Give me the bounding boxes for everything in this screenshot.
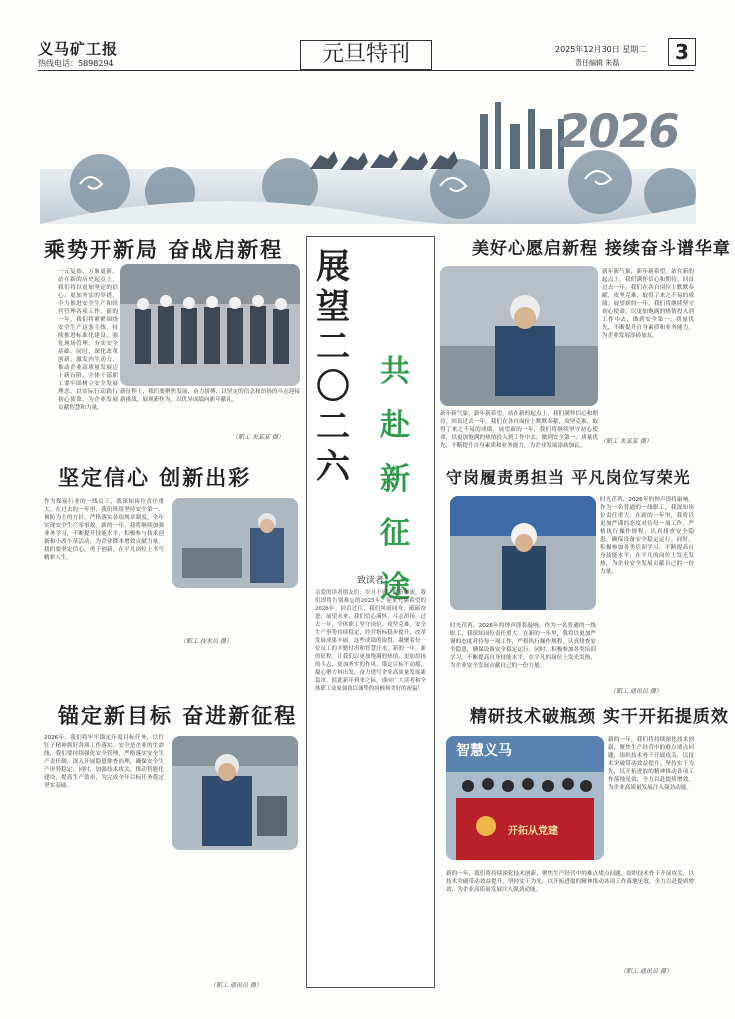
article-text: 新年新气象，新年新希望。站在新的起点上，我们满怀信心和期待。回首过去一年，我们在各自岗位上默默奉献，攻坚克难，取得了来之不易的成绩。展望新的一年，我们将继续坚守初心使命，以更加饱满的热情投入到工作中去，做到安全第一、质量优先，不断提升自身素质和业务能力，为企业发展添砖加瓦。 [602, 269, 694, 339]
section-heading: 乘势开新局 奋战启新程 [44, 237, 284, 262]
article-text: 新的一年，我们将持续深化技术创新，聚焦生产经营中的难点堵点问题，组织技术骨干开展攻关，以技术突破带动效益提升。坚持实干为先，以开拓进取的精神推动各项工作落地见效，全力以赴提质增效，为企业高质量发展注入强劲动能。 [446, 871, 694, 893]
article-text: 时光荏苒，2026年的钟声即将敲响。作为一名普通的一线职工，我深知岗位责任重大。在新的一年里，我将以更加严谨的态度对待每一项工作，严格执行操作规程，认真排查安全隐患，确保设备安全稳定运行。同时，积极参加各类培训学习，不断提高自身技能水平，在平凡的岗位上发光发热，为企业安全发展贡献自己的一份力量。 [450, 623, 596, 669]
article-photo [440, 266, 598, 406]
title-char: 〇 [316, 367, 350, 407]
article-photo [172, 736, 298, 850]
photo-caption: （职工 通讯员 摄） [610, 688, 662, 695]
feature-text: 亲爱的读者朋友们：岁月不居，时节如流。我们即将告别难忘的2025年，迎来充满希望的2026年。回首过往，我们风雨同舟、砥砺奋进；展望未来，我们信心满怀、斗志昂扬。过去一年，全体职工坚守岗位、攻坚克难，安全生产形势持续稳定，经营指标稳步提升，改革发展成果丰硕。这些成绩的取得，凝聚着每一位员工的辛勤付出和智慧汗水。新的一年，新的征程。让我们以更加饱满的热情、更加昂扬的斗志、更加务实的作风，锚定目标不动摇，凝心聚力再出发，奋力谱写企业高质量发展新篇章。值此新年到来之际，谨向广大读者和全体职工及家属致以诚挚的问候和美好的祝福！ [315, 590, 426, 692]
page-number: 3 [668, 38, 696, 66]
article-photo [172, 498, 298, 588]
center-feature [306, 236, 435, 988]
title-char: 六 [316, 447, 350, 487]
responsible-editor: 责任编辑 朱磊 [575, 59, 620, 67]
photo-caption: （职工 朱某某 摄） [232, 434, 284, 441]
hotline: 热线电话：5898294 [38, 59, 114, 68]
section-heading: 锚定新目标 奋进新征程 [58, 703, 298, 728]
article-photo [450, 496, 596, 610]
special-issue-title: 元旦特刊 [300, 40, 432, 70]
article-text: 时光荏苒，2026年的钟声即将敲响。作为一名普通的一线职工，我深知岗位责任重大。在新的一年里，我将以更加严谨的态度对待每一项工作，严格执行操作规程，认真排查安全隐患，确保设备安全稳定运行。同时，积极参加各类培训学习，不断提高自身技能水平，在平凡的岗位上发光发热，为企业安全发展贡献自己的一份力量。 [600, 497, 694, 575]
new-year-banner [40, 74, 696, 224]
subtitle-char: 赴 [380, 408, 410, 443]
article-text: 作为煤炭行业的一线员工，我深知岗位责任重大。在过去的一年里，我们班组坚持安全第一、预防为主的方针，严格落实各项规章制度，全年实现安全生产零事故。新的一年，我将继续加强业务学习，不断提升技能水平，积极参与技术创新和小改小革活动，为企业降本增效贡献力量。我们要坚定信心，勇于创新，在平凡岗位上书写精彩人生。 [44, 499, 164, 561]
photo-sign: 智慧义马 [456, 743, 512, 759]
subtitle-char: 共 [380, 354, 410, 389]
issue-date: 2025年12月30日 星期二 [555, 45, 647, 54]
article-photo [120, 264, 300, 386]
photo-caption: （职工 朱某某 摄） [600, 438, 652, 445]
feature-author: 致读者 [356, 576, 384, 586]
subtitle-char: 途 [380, 570, 410, 605]
article-text: 新的一年，我们将持续深化技术创新，聚焦生产经营中的难点堵点问题，组织技术骨干开展攻关，以技术突破带动效益提升。坚持实干为先，以开拓进取的精神推动各项工作落地见效，全力以赴提质增效，为企业高质量发展注入强劲动能。 [608, 737, 694, 791]
section-heading: 坚定信心 创新出彩 [58, 465, 252, 490]
title-char: 二 [316, 407, 350, 447]
title-char: 展 [316, 247, 350, 287]
subtitle-char: 新 [380, 462, 410, 497]
photo-caption: （职工 通讯员 摄） [210, 982, 262, 989]
article-text: 一元复始，万象更新。站在新的历史起点上，我们将以更加坚定的信心、更加务实的举措，全力推进安全生产和经营管理各项工作。新的一年，我们将紧紧围绕安全生产这条主线，持续推进标准化建设，强化现场管理，夯实安全基础。同时，深化改革创新，激发内生动力，推动企业高质量发展迈上新台阶。全体干部职工要牢固树立安全发展理念，以实际行动践行初心使命，为企业发展贡献智慧和力量。 [58, 269, 118, 411]
article-text: 新年新气象，新年新希望。站在新的起点上，我们满怀信心和期待。回首过去一年，我们在各自岗位上默默奉献，攻坚克难，取得了来之不易的成绩。展望新的一年，我们将继续坚守初心使命，以更加饱满的热情投入到工作中去，做到安全第一、质量优先，不断提升自身素质和业务能力，为企业发展添砖加瓦。 [440, 411, 598, 449]
masthead-divider [38, 70, 694, 71]
article-photo [446, 736, 604, 860]
photo-caption: （职工 技术员 摄） [180, 638, 232, 645]
section-heading: 精研技术破瓶颈 实干开拓提质效 [470, 707, 729, 727]
article-text: 新征程上，我们要聚焦发展，奋力拼搏，以坚定的信念和昂扬的斗志迎接新挑战，展现新作为，以优异成绩向新年献礼。 [120, 389, 300, 403]
title-char: 二 [316, 327, 350, 367]
banner-year: 2026 [554, 104, 682, 158]
article-text: 2026年，我们将牢牢锚定年度目标任务，以钉钉子精神抓好各项工作落实。安全是企业的生命线，我们要持续强化安全管理，严格落实安全生产责任制，深入开展隐患排查治理，确保安全生产形势稳定。同时，加强技术攻关，推动智能化建设，提高生产效率，为完成全年目标任务奠定坚实基础。 [44, 735, 164, 789]
title-char: 望 [316, 287, 350, 327]
section-heading: 美好心愿启新程 接续奋斗谱华章 [472, 239, 731, 259]
subtitle-char: 征 [380, 516, 410, 551]
photo-caption: （职工 通讯员 摄） [620, 968, 672, 975]
newspaper-name: 义马矿工报 [38, 40, 119, 58]
flag-text: 开拓从党建 [508, 826, 558, 837]
section-heading: 守岗履责勇担当 平凡岗位写荣光 [446, 468, 691, 487]
feature-title [313, 247, 353, 487]
